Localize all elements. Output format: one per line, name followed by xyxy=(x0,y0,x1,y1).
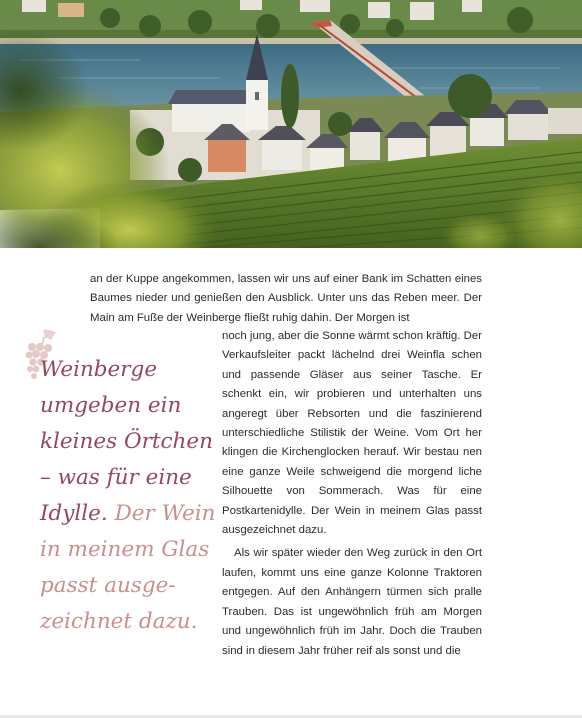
pull-quote-part-2: Der Wein in meinem Glas passt ausge- zeichnet dazu. xyxy=(40,501,216,634)
pull-quote-part-1: Weinberge umgeben ein kleines Örtchen – was für eine Idylle. xyxy=(40,357,213,526)
paragraph-1: noch jung, aber die Sonne wärmt schon kräftig. Der Verkaufsleiter packt lächelnd drei Weinfla schen und passende Gläser aus seiner Tasche. Er schenkt ein, wir probieren und unterhalten uns angeregt über Rebsorten und die faszinierend unterschiedliche Stilistik der Weine. Vom Ort her klingen die Kirchenglocken herauf. Wir bestau nen eine ganze Weile schweigend die morgend liche Silhouette von Sommerach. Was für eine Postkartenidylle. Der Wein in meinem Glas passt ausgezeichnet dazu. xyxy=(222,330,482,537)
article-column xyxy=(222,327,482,661)
pull-quote xyxy=(40,352,220,640)
header-photo xyxy=(0,0,582,248)
intro-paragraph: an der Kuppe angekommen, lassen wir uns auf einer Bank im Schatten eines Baumes nieder und genießen den Ausblick. Unter uns das Reben meer. Der Main am Fuße der Weinberge fließt ruhig dahin. Der Morgen ist xyxy=(90,273,482,324)
paragraph-2: Als wir später wieder den Weg zurück in den Ort laufen, kommt uns eine ganze Kolonne Traktoren entgegen. Auf den Anhängern türmen sich pralle Trauben. Das ist ungewöhnlich früh am Morgen und ungewöhnlich früh im Jahr. Doch die Trauben sind in diesem Jahr früher reif als sonst und die xyxy=(222,547,482,657)
article-intro xyxy=(90,270,482,328)
